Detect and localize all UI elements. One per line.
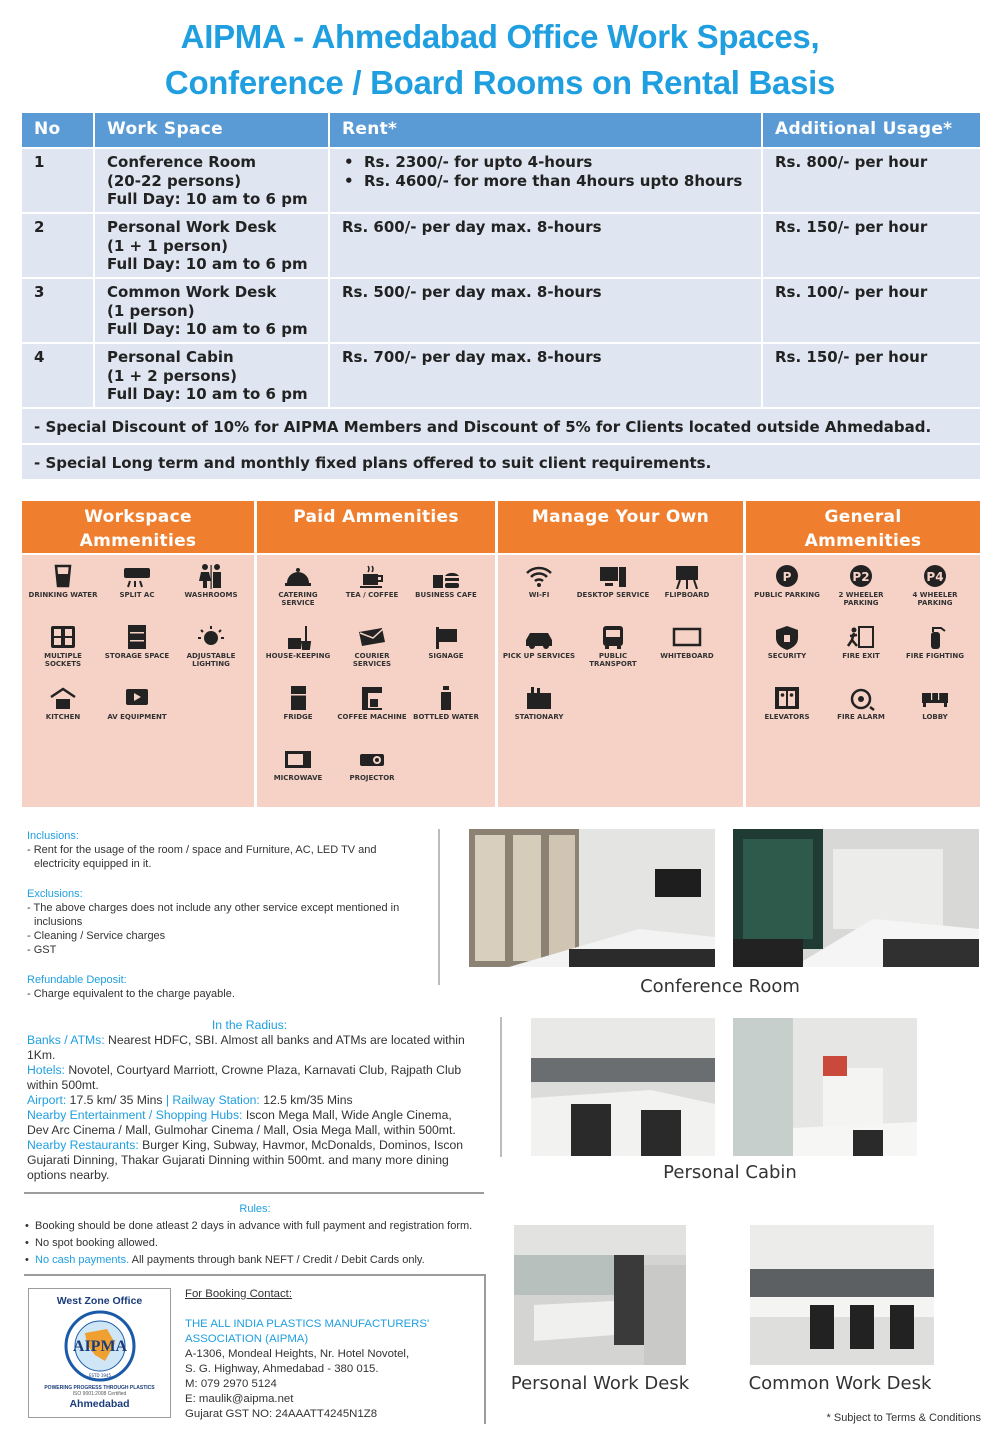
space-line: (1 + 2 persons)	[107, 366, 237, 385]
amenity-label: PICK UP SERVICES	[502, 652, 576, 660]
pricing-header-row	[22, 113, 980, 149]
title-line-2: Conference / Board Rooms on Rental Basis	[164, 64, 836, 101]
rent-line: Rs. 600/- per day max. 8-hours	[342, 218, 602, 236]
amenity-item	[261, 685, 335, 746]
amenity-label: WI-FI	[528, 591, 550, 599]
amenity-label: MULTIPLE SOCKETS	[44, 652, 82, 668]
deposit-text: - Charge equivalent to the charge payable.	[27, 988, 235, 1000]
amenity-label: LOBBY	[922, 713, 948, 721]
sign-icon	[430, 624, 462, 650]
amenity-heading: Manage Your Own	[531, 507, 710, 527]
row-no: 4	[22, 344, 95, 407]
space-line: Full Day: 10 am to 6 pm	[107, 320, 308, 338]
bottle-icon	[430, 685, 462, 711]
cup-icon	[356, 563, 388, 589]
amenity-item	[26, 685, 100, 746]
contact-address-2: S. G. Highway, Ahmedabad - 380 015.	[185, 1363, 379, 1375]
amenity-item	[898, 624, 972, 685]
amenity-label: CATERING SERVICE	[278, 591, 318, 607]
exclusions-line-2: inclusions	[34, 916, 83, 928]
pricing-row	[22, 149, 980, 214]
caption-conference-room: Conference Room	[640, 976, 800, 997]
amenity-item	[824, 563, 898, 624]
hotels-label: Hotels:	[27, 1063, 65, 1077]
inclusions-line-1: - Rent for the usage of the room / space and Furniture, AC, LED TV and	[27, 844, 377, 856]
page-title	[0, 14, 1000, 106]
fridge-icon	[282, 685, 314, 711]
svg-text:P2: P2	[852, 570, 870, 584]
header-additional-usage: Additional Usage*	[775, 119, 953, 139]
logo-tagline: POWERING PROGRESS THROUGH PLASTICS	[44, 1385, 155, 1391]
railway-value: 12.5 km/35 Mins	[259, 1093, 353, 1107]
divider	[500, 1017, 502, 1157]
banks-label: Banks / ATMs:	[27, 1033, 105, 1047]
amenity-label: WASHROOMS	[184, 591, 238, 599]
row-rent	[330, 214, 763, 277]
amenity-item	[335, 624, 409, 685]
personal-cabin-photo-2	[733, 1018, 917, 1156]
rent-line: Rs. 700/- per day max. 8-hours	[342, 348, 602, 366]
row-work-space	[95, 149, 330, 212]
logo-top-text: West Zone Office	[56, 1295, 143, 1307]
logo-name: AIPMA	[72, 1338, 127, 1355]
logo-city: Ahmedabad	[69, 1398, 130, 1410]
extinguisher-icon	[919, 624, 951, 650]
aipma-logo	[28, 1288, 171, 1418]
restaurants-value: Burger King, Subway, Havmor, McDonalds, Dominos, Iscon Gujarati Dinning, Thakar Gujarati Dinning within 500mt. and many more dining options nearby.	[27, 1138, 464, 1182]
space-line: Personal Work Desk	[107, 218, 277, 236]
deposit-title: Refundable Deposit:	[27, 974, 127, 986]
exclusions-line-3: - Cleaning / Service charges	[27, 930, 166, 942]
amenity-item	[100, 624, 174, 685]
railway-label: | Railway Station:	[165, 1093, 260, 1107]
amenity-item	[335, 685, 409, 746]
amenity-label: AV EQUIPMENT	[107, 713, 167, 721]
amenity-item	[576, 563, 650, 624]
radius-hotels	[27, 1063, 472, 1093]
aipma-emblem-icon	[45, 1309, 155, 1385]
amenity-label: SPLIT AC	[119, 591, 155, 599]
flipboard-icon	[671, 563, 703, 589]
amenity-heading: Workspace	[84, 507, 192, 527]
amenity-label: ELEVATORS	[764, 713, 810, 721]
space-line: Full Day: 10 am to 6 pm	[107, 255, 308, 273]
security-icon	[771, 624, 803, 650]
row-additional-usage: Rs. 150/- per hour	[775, 348, 928, 366]
amenity-item	[650, 563, 724, 624]
av-icon	[121, 685, 153, 711]
logo-iso: ISO 9001:2008 Certified	[72, 1391, 127, 1397]
amenity-label: SECURITY	[767, 652, 807, 660]
ac-icon	[121, 563, 153, 589]
row-no: 1	[22, 149, 95, 212]
header-work-space: Work Space	[95, 113, 330, 147]
amenity-label: FIRE EXIT	[842, 652, 880, 660]
amenity-label: BOTTLED WATER	[413, 713, 479, 721]
row-work-space	[95, 214, 330, 277]
row-no: 2	[22, 214, 95, 277]
amenity-item	[898, 563, 972, 624]
amenity-column-header	[498, 501, 743, 555]
row-rent	[330, 149, 763, 212]
banks-value: Nearest HDFC, SBI. Almost all banks and ATMs are located within 1Km.	[27, 1033, 465, 1062]
rule-1: • Booking should be done atleast 2 days in advance with full payment and registration form.	[24, 1218, 486, 1235]
divider	[24, 1192, 484, 1194]
entertainment-value: Iscon Mega Mall, Wide Angle Cinema, Dev Arc Cinema / Mall, Gulmohar Cinema / Mall, Osia Mega Mall, within 500mt.	[27, 1108, 456, 1137]
exclusions-title: Exclusions:	[27, 888, 83, 900]
amenity-item	[824, 685, 898, 746]
caption-common-work-desk: Common Work Desk	[748, 1373, 932, 1394]
pricing-row	[22, 344, 980, 409]
entertainment-label: Nearby Entertainment / Shopping Hubs:	[27, 1108, 243, 1122]
storage-icon	[121, 624, 153, 650]
pricing-row	[22, 279, 980, 344]
inclusions-title: Inclusions:	[27, 830, 79, 842]
light-icon	[195, 624, 227, 650]
amenity-item	[174, 624, 248, 685]
radius-restaurants	[27, 1138, 472, 1183]
amenity-item	[650, 624, 724, 685]
amenity-label: STATIONARY	[514, 713, 564, 721]
space-line: Full Day: 10 am to 6 pm	[107, 385, 308, 403]
glass-icon	[47, 563, 79, 589]
parking-icon	[919, 563, 951, 589]
hotels-value: Novotel, Courtyard Marriott, Crowne Plaza, Karnavati Club, Rajpath Club within 500mt.	[27, 1063, 462, 1092]
row-rent	[330, 344, 763, 407]
courier-icon	[356, 624, 388, 650]
personal-cabin-photo-1	[531, 1018, 715, 1156]
amenity-item	[824, 624, 898, 685]
personal-work-desk-photo	[514, 1225, 686, 1365]
amenity-column-header	[22, 501, 254, 555]
amenity-item	[750, 563, 824, 624]
radius-banks	[27, 1033, 472, 1063]
amenity-label: 4 WHEELER PARKING	[912, 591, 958, 607]
parking-icon	[771, 563, 803, 589]
amenity-label: STORAGE SPACE	[104, 652, 170, 660]
space-line: Full Day: 10 am to 6 pm	[107, 190, 308, 208]
discount-note: - Special Discount of 10% for AIPMA Members and Discount of 5% for Clients located outside Ahmedabad.	[22, 409, 980, 445]
burger-icon	[430, 563, 462, 589]
washroom-icon	[195, 563, 227, 589]
caption-personal-work-desk: Personal Work Desk	[510, 1373, 690, 1394]
row-additional-usage: Rs. 150/- per hour	[775, 218, 928, 236]
amenity-label: BUSINESS CAFE	[415, 591, 477, 599]
exclusions-line-4: - GST	[27, 944, 57, 956]
alarm-icon	[845, 685, 877, 711]
amenity-item	[750, 685, 824, 746]
amenity-column	[746, 501, 980, 807]
amenity-heading: Ammenities	[79, 531, 197, 551]
space-line: Conference Room	[107, 153, 257, 171]
amenity-item	[261, 624, 335, 685]
airport-label: Airport:	[27, 1093, 67, 1107]
amenity-label: HOUSE-KEEPING	[265, 652, 331, 660]
amenity-item	[409, 685, 483, 746]
svg-text:P4: P4	[926, 570, 944, 584]
exclusions-line-1: - The above charges does not include any other service except mentioned in	[27, 902, 400, 914]
amenities-section	[22, 501, 980, 807]
amenity-item	[26, 624, 100, 685]
booking-contact	[185, 1287, 475, 1422]
row-rent	[330, 279, 763, 342]
row-work-space	[95, 344, 330, 407]
restaurants-label: Nearby Restaurants:	[27, 1138, 139, 1152]
lobby-icon	[919, 685, 951, 711]
amenity-label: ADJUSTABLE LIGHTING	[186, 652, 236, 668]
amenity-label: TEA / COFFEE	[345, 591, 399, 599]
amenity-item	[335, 563, 409, 624]
amenity-label: FRIDGE	[283, 713, 313, 721]
space-line: (1 person)	[107, 301, 195, 320]
rule-3-text: All payments through bank NEFT / Credit / Debit Cards only.	[129, 1254, 425, 1266]
amenity-item	[409, 624, 483, 685]
header-no: No	[22, 113, 95, 147]
amenity-item	[750, 624, 824, 685]
parking-icon	[845, 563, 877, 589]
amenity-label: DESKTOP SERVICE	[576, 591, 650, 599]
amenity-heading: Paid Ammenities	[293, 507, 459, 527]
rent-line: • Rs. 4600/- for more than 4hours upto 8hours	[342, 172, 749, 191]
elevator-icon	[771, 685, 803, 711]
amenity-item	[502, 563, 576, 624]
amenity-column	[22, 501, 257, 807]
inclusions-exclusions	[27, 829, 467, 1001]
cloche-icon	[282, 563, 314, 589]
amenity-heading: Ammenities	[804, 531, 922, 551]
plans-note: - Special Long term and monthly fixed plans offered to suit client requirements.	[22, 445, 980, 481]
contact-org-line-2: ASSOCIATION (AIPMA)	[185, 1333, 309, 1345]
common-work-desk-photo	[750, 1225, 934, 1365]
sockets-icon	[47, 624, 79, 650]
whiteboard-icon	[671, 624, 703, 650]
contact-org-line-1: THE ALL INDIA PLASTICS MANUFACTURERS'	[185, 1318, 430, 1330]
amenity-label: PROJECTOR	[349, 774, 395, 782]
amenity-column	[257, 501, 498, 807]
row-additional-usage: Rs. 800/- per hour	[775, 153, 928, 171]
amenity-item	[502, 624, 576, 685]
amenity-label: COURIER SERVICES	[352, 652, 392, 668]
rent-line: Rs. 500/- per day max. 8-hours	[342, 283, 602, 301]
amenity-label: SIGNAGE	[428, 652, 464, 660]
title-line-1: AIPMA - Ahmedabad Office Work Spaces,	[180, 18, 820, 55]
amenity-label: KITCHEN	[45, 713, 81, 721]
conference-room-photo-2	[733, 829, 979, 967]
microwave-icon	[282, 746, 314, 772]
amenity-column-header	[746, 501, 980, 555]
logo-est: ESTD 1945	[88, 1373, 111, 1378]
divider	[438, 829, 440, 985]
rule-3-highlight: No cash payments.	[35, 1254, 130, 1266]
rules-section	[24, 1201, 486, 1269]
amenity-column	[498, 501, 746, 807]
contact-title: For Booking Contact:	[185, 1288, 292, 1300]
amenity-item	[100, 563, 174, 624]
pricing-row	[22, 214, 980, 279]
projector-icon	[356, 746, 388, 772]
inclusions-line-2: electricity equipped in it.	[34, 858, 152, 870]
mop-icon	[282, 624, 314, 650]
amenity-label: FIRE ALARM	[837, 713, 885, 721]
stationary-icon	[523, 685, 555, 711]
space-line: (20-22 persons)	[107, 171, 242, 190]
divider	[24, 1274, 486, 1276]
space-line: (1 + 1 person)	[107, 236, 229, 255]
terms-note: * Subject to Terms & Conditions	[826, 1412, 981, 1424]
amenity-item	[261, 563, 335, 624]
amenity-label: WHITEBOARD	[660, 652, 714, 660]
rule-3	[24, 1252, 486, 1269]
exit-icon	[845, 624, 877, 650]
svg-text:P: P	[782, 570, 792, 584]
amenity-item	[100, 685, 174, 746]
header-rent: Rent*	[330, 113, 763, 147]
amenity-label: DRINKING WATER	[28, 591, 98, 599]
amenity-label: MICROWAVE	[273, 774, 323, 782]
row-no: 3	[22, 279, 95, 342]
amenity-label: PUBLIC PARKING	[754, 591, 820, 599]
amenity-label: FLIPBOARD	[664, 591, 710, 599]
divider	[484, 1274, 486, 1424]
contact-gst: Gujarat GST NO: 24AAATT4245N1Z8	[185, 1408, 378, 1420]
rule-2: • No spot booking allowed.	[24, 1235, 486, 1252]
rules-title: Rules:	[239, 1203, 271, 1215]
kitchen-icon	[47, 685, 79, 711]
in-the-radius	[27, 1018, 472, 1183]
amenity-label: FIRE FIGHTING	[906, 652, 964, 660]
airport-value: 17.5 km/ 35 Mins	[66, 1093, 166, 1107]
amenity-item	[409, 563, 483, 624]
radius-title: In the Radius:	[211, 1018, 288, 1032]
wifi-icon	[523, 563, 555, 589]
rent-line: • Rs. 2300/- for upto 4-hours	[342, 153, 749, 172]
radius-entertainment	[27, 1108, 472, 1138]
amenity-heading: General	[824, 507, 902, 527]
space-line: Personal Cabin	[107, 348, 234, 366]
contact-phone: M: 079 2970 5124	[185, 1378, 277, 1390]
radius-airport	[27, 1093, 472, 1108]
amenity-item	[576, 624, 650, 685]
amenity-label: PUBLIC TRANSPORT	[589, 652, 637, 668]
amenity-item	[502, 685, 576, 746]
amenity-item	[261, 746, 335, 807]
bus-icon	[597, 624, 629, 650]
coffeemachine-icon	[356, 685, 388, 711]
pricing-table	[22, 113, 980, 481]
contact-email[interactable]: E: maulik@aipma.net	[185, 1393, 294, 1405]
amenity-item	[174, 563, 248, 624]
amenity-item	[898, 685, 972, 746]
row-work-space	[95, 279, 330, 342]
contact-address-1: A-1306, Mondeal Heights, Nr. Hotel Novotel,	[185, 1348, 410, 1360]
conference-room-photo-1	[469, 829, 715, 967]
row-additional-usage: Rs. 100/- per hour	[775, 283, 928, 301]
amenity-item	[335, 746, 409, 807]
amenity-label: 2 WHEELER PARKING	[838, 591, 884, 607]
amenity-item	[26, 563, 100, 624]
amenity-column-header	[257, 501, 495, 555]
caption-personal-cabin: Personal Cabin	[663, 1162, 797, 1183]
car-icon	[523, 624, 555, 650]
desktop-icon	[597, 563, 629, 589]
space-line: Common Work Desk	[107, 283, 277, 301]
amenity-label: COFFEE MACHINE	[337, 713, 407, 721]
